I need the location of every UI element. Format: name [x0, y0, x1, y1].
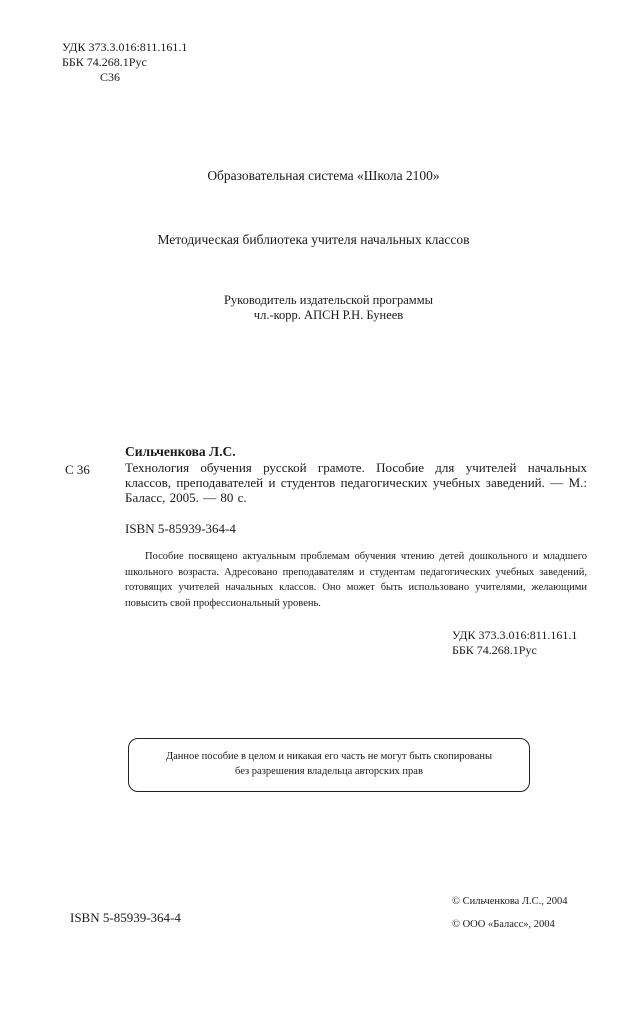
copyright-author: © Сильченкова Л.С., 2004 — [452, 896, 568, 907]
bibliographic-description: Технология обучения русской грамоте. Пособие для учителей начальных классов, преподавателей и студентов педагогических учебных заведений. — М.: Баласс, 2005. — 80 с. — [125, 460, 587, 505]
catalog-author: Сильченкова Л.С. — [125, 444, 236, 459]
udk-code: УДК 373.3.016:811.161.1 — [62, 40, 188, 54]
annotation: Пособие посвящено актуальным проблемам обучения чтению детей дошкольного и младшего школьного возраста. Адресовано преподавателям и студентам педагогических учебных заведений, готовящих учителей начальных классов. Оно может быть использовано учителями, желающими повысить свой профессиональный уровень. — [125, 551, 587, 609]
author-sign: С36 — [100, 70, 121, 84]
copyright-lines — [452, 890, 568, 936]
catalog-author-sign: С 36 — [65, 462, 90, 477]
bbk-code: ББК 74.268.1Рус — [62, 55, 147, 69]
card-bbk-code: ББК 74.268.1Рус — [452, 643, 537, 657]
catalog-isbn: ISBN 5-85939-364-4 — [125, 521, 236, 536]
copyright-publisher: © ООО «Баласс», 2004 — [452, 919, 555, 930]
footer-isbn: ISBN 5-85939-364-4 — [70, 910, 181, 925]
copyright-notice-box — [128, 738, 530, 792]
program-head-name: чл.-корр. АПСН Р.Н. Бунеев — [253, 308, 404, 322]
program-role: Руководитель издательской программы — [223, 293, 434, 307]
program-head-block — [0, 293, 637, 323]
copyright-notice-line2: без разрешения владельца авторских прав — [235, 766, 423, 777]
card-udk-code: УДК 373.3.016:811.161.1 — [452, 628, 578, 642]
series-title: Образовательная система «Школа 2100» — [207, 168, 440, 183]
copyright-notice-line1: Данное пособие в целом и никакая его часть не могут быть скопированы — [165, 751, 493, 762]
library-title: Методическая библиотека учителя начальных классов — [157, 232, 470, 247]
classification-codes-top — [62, 40, 187, 85]
classification-codes-card — [452, 628, 577, 658]
